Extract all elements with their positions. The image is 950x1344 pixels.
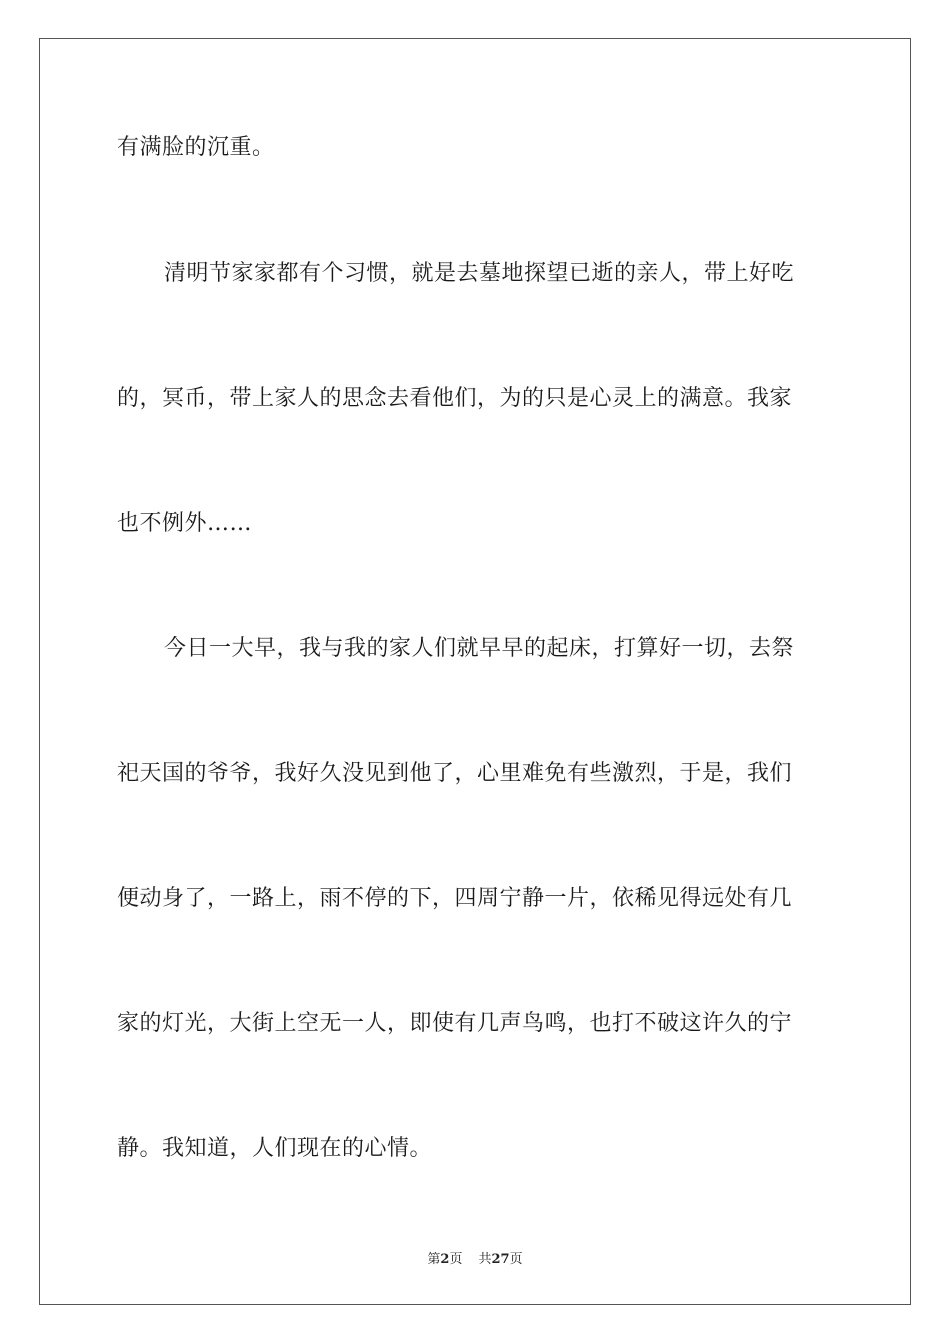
text-line-6: 祀天国的爷爷，我好久没见到他了，心里难免有些激烈，于是，我们 [117, 761, 793, 786]
text-line-2: 清明节家家都有个习惯，就是去墓地探望已逝的亲人，带上好吃 [164, 261, 795, 286]
text-line-3: 的，冥币，带上家人的思念去看他们，为的只是心灵上的满意。我家 [117, 386, 793, 411]
text-line-5: 今日一大早，我与我的家人们就早早的起床，打算好一切，去祭 [164, 636, 795, 661]
text-line-8: 家的灯光，大街上空无一人，即使有几声鸟鸣，也打不破这许久的宁 [117, 1011, 793, 1036]
total-prefix: 共 [478, 1252, 492, 1267]
total-suffix: 页 [509, 1252, 523, 1267]
total-pages: 27 [491, 1252, 510, 1267]
page-footer [0, 1248, 950, 1267]
page-prefix: 第 [427, 1252, 441, 1267]
text-line-1: 有满脸的沉重。 [117, 135, 275, 160]
text-line-7: 便动身了，一路上，雨不停的下，四周宁静一片，依稀见得远处有几 [117, 886, 793, 911]
page-number: 2 [440, 1252, 450, 1267]
text-line-4: 也不例外…… [117, 511, 253, 536]
text-line-9: 静。我知道，人们现在的心情。 [117, 1136, 433, 1161]
page-suffix: 页 [449, 1252, 463, 1267]
page-frame [39, 38, 911, 1305]
